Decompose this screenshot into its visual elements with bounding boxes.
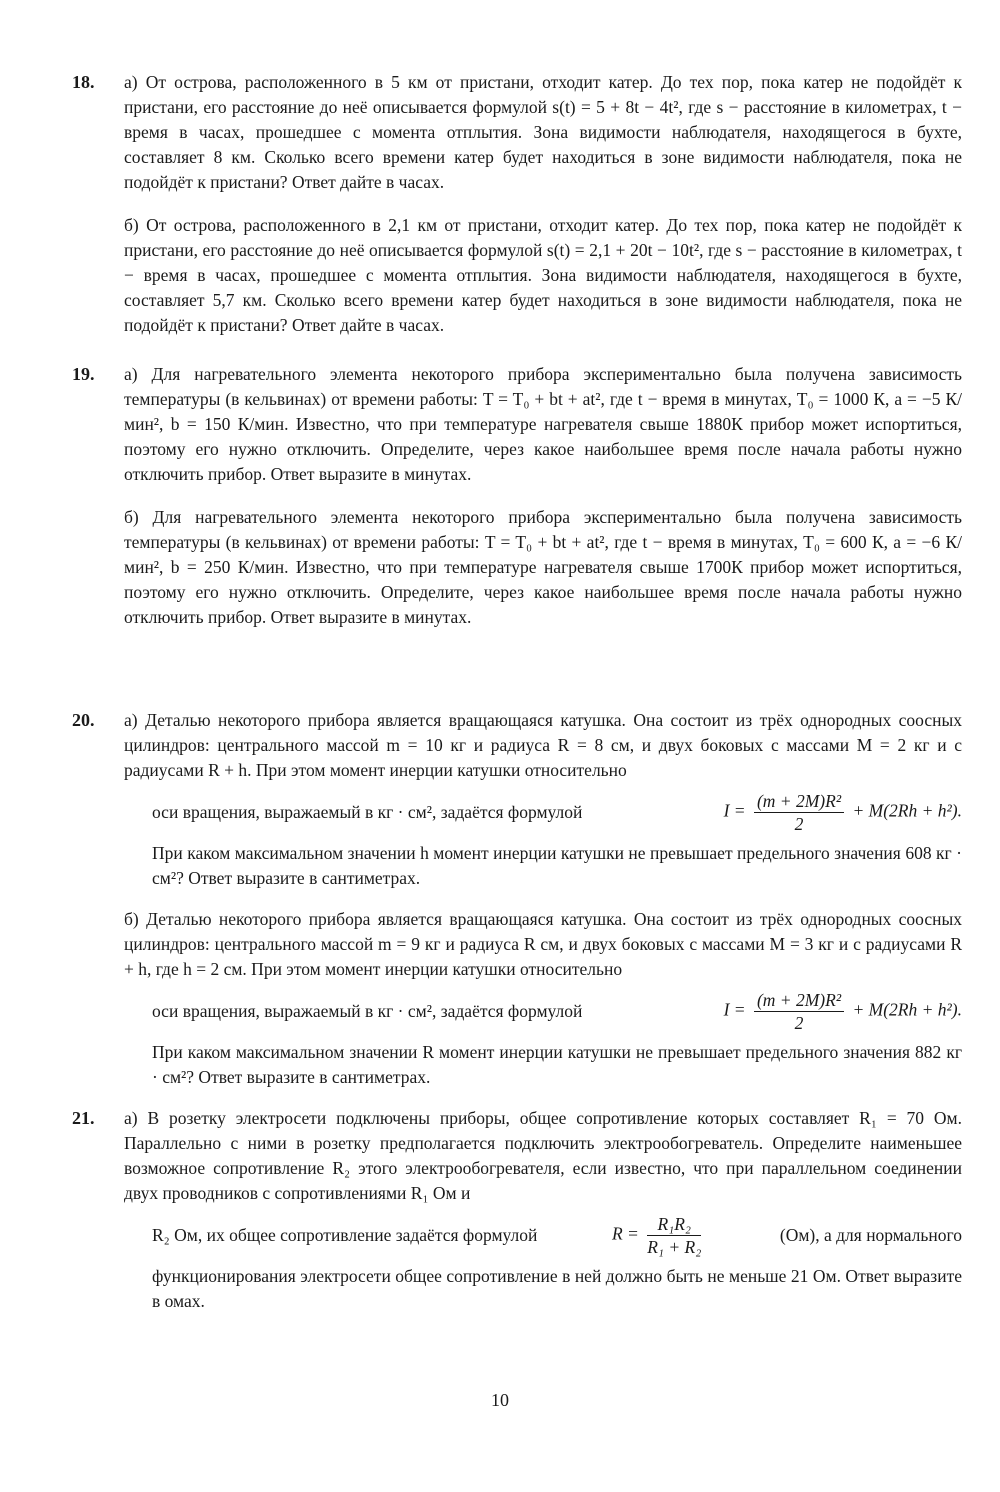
part-text: Для нагревательного элемента некоторого прибора экспериментально была получена зависимость температуры (в кельвинах) от времени работы: T = T₀ + bt + at², где t − время в минутах, T₀ = 1000 К, a = −5 К/мин², b = 150 К/мин. Известно, что при температуре нагревателя свыше 1880К прибор может испортиться, поэтому его нужно отключить. Определите, через какое наибольшее время после начала работы нужно отключить прибор. Ответ выразите в минутах. [124,364,962,484]
problem-number: 21. [72,1108,95,1128]
page-number: 10 [491,1390,509,1410]
part-label: б) [124,909,139,929]
problem-part-a [72,1106,962,1314]
formula-line [72,783,962,841]
part-text: При каком максимальном значении R момент инерции катушки не превышает предельного значения 882 кг · см²? Ответ выразите в сантиметрах. [152,1042,962,1087]
formula [724,790,962,835]
problem-20 [72,708,962,1090]
part-text: При каком максимальном значении h момент инерции катушки не превышает предельного значения 608 кг · см²? Ответ выразите в сантиметрах. [152,843,962,888]
part-text: От острова, расположенного в 2,1 км от пристани, отходит катер. До тех пор, пока катер не подойдёт к пристани, его расстояние до неё описывается формулой s(t) = 2,1 + 20t − 10t², где s − расстояние в километрах, t − время в часах, прошедшее с момента отплытия. Зона видимости наблюдателя, находящегося в бухте, составляет 5,7 км. Сколько всего времени катер будет находиться в зоне видимости наблюдателя, пока не подойдёт к пристани? Ответ дайте в часах. [124,215,963,335]
part-label: а) [124,710,138,730]
fraction-numerator: (m + 2M)R² [754,790,844,813]
formula-tail: (Ом), а для нормального [779,1224,962,1245]
problem-19 [72,362,962,630]
part-label: а) [124,72,138,92]
part-label: а) [124,1108,138,1128]
fraction-denominator: 2 [794,1012,804,1033]
fraction-denominator: R₁ + R₂ [647,1236,702,1257]
part-text: В розетку электросети подключены приборы, общее сопротивление которых составляет R₁ = 70 Ом. Параллельно с ними в розетку предполагается подключить электрообогреватель. Определите наименьшее возможное сопротивление R₂ этого электрообогревателя, если известно, что при параллельном соединении двух проводников с сопротивлениями R₁ Ом и [124,1108,963,1203]
part-text: От острова, расположенного в 5 км от пристани, отходит катер. До тех пор, пока катер не подойдёт к пристани, его расстояние до неё описывается формулой s(t) = 5 + 8t − 4t², где s − расстояние в километрах, t − время в часах, прошедшее с момента отплытия. Зона видимости наблюдателя, находящегося в бухте, составляет 8 км. Сколько всего времени катер будет находиться в зоне видимости наблюдателя, пока не подойдёт к пристани? Ответ дайте в часах. [124,72,963,192]
formula-left: I = [723,999,746,1020]
part-label: б) [124,507,139,527]
formula-line [72,1206,962,1264]
part-text: Для нагревательного элемента некоторого прибора экспериментально была получена зависимость температуры (в кельвинах) от времени работы: T = T₀ + bt + at², где t − время в минутах, T₀ = 600 К, a = −6 К/мин², b = 250 К/мин. Известно, что при температуре нагревателя свыше 1700К прибор может испортиться, поэтому его нужно отключить. Определите, через какое наибольшее время после начала работы нужно отключить прибор. Ответ выразите в минутах. [124,507,962,627]
part-text: Деталью некоторого прибора является вращающаяся катушка. Она состоит из трёх однородных соосных цилиндров: центрального массой m = 10 кг и радиуса R = 8 см, и двух боковых с массами M = 2 кг и с радиусами R + h. При этом момент инерции катушки относительно [124,710,963,780]
problem-part-b [72,213,962,338]
formula [612,1213,705,1258]
formula-left: R = [611,1223,639,1244]
problem-part-b [72,505,962,630]
fraction-denominator: 2 [794,813,804,834]
problem-part-a [72,362,962,487]
formula-fraction [647,1213,701,1258]
problem-part-a [72,708,962,891]
part-text: Деталью некоторого прибора является вращающаяся катушка. Она состоит из трёх однородных соосных цилиндров: центрального массой m = 9 кг и радиуса R см, и двух боковых с массами M = 3 кг и с радиусами R + h, где h = 2 см. При этом момент инерции катушки относительно [124,909,963,979]
problem-part-b [72,907,962,1090]
problem-21 [72,1106,962,1314]
formula-fraction [754,989,844,1034]
part-text: функционирования электросети общее сопротивление в ней должно быть не меньше 21 Ом. Ответ выразите в омах. [152,1266,962,1311]
formula-fraction [754,790,844,835]
problem-part-a [72,70,962,195]
formula-left: I = [723,800,746,821]
problem-number: 18. [72,72,95,92]
formula-lead: R₂ Ом, их общее сопротивление задаётся формулой [152,1224,538,1245]
fraction-numerator: R₁R₂ [647,1213,701,1236]
problem-number: 20. [72,710,95,730]
formula-lead: оси вращения, выражаемый в кг · см², задаётся формулой [152,1000,583,1021]
formula-lead: оси вращения, выражаемый в кг · см², задаётся формулой [152,801,583,822]
formula-tail: + M(2Rh + h²). [852,800,962,821]
fraction-numerator: (m + 2M)R² [754,989,844,1012]
formula-line [72,982,962,1040]
problem-number: 19. [72,364,95,384]
part-label: а) [124,364,138,384]
part-label: б) [124,215,139,235]
formula [724,989,962,1034]
problem-18 [72,70,962,338]
formula-tail: + M(2Rh + h²). [852,999,962,1020]
